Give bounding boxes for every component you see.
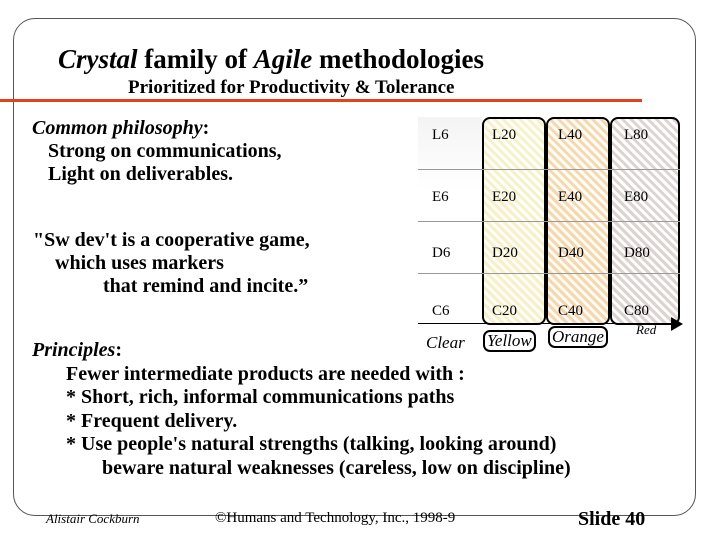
principles-line-4: * Use people's natural strengths (talking, looking around) [66,433,557,455]
quote-block [33,229,310,298]
grid-cell: E20 [492,189,517,205]
tag-yellow: Yellow [483,330,536,352]
grid-cell: C20 [492,303,518,319]
principles-label: Principles [32,339,116,361]
grid-row-line [418,169,680,170]
slide-subtitle: Prioritized for Productivity & Tolerance [128,77,455,98]
title-part3: methodologies [319,44,484,74]
grid-row-line [418,273,680,274]
quote-line-1: "Sw dev't is a cooperative game, [33,229,310,251]
principles-colon: : [115,339,123,361]
philosophy-line-2: Light on deliverables. [48,163,234,185]
grid-cell: L20 [492,127,517,143]
title-part2: family of [144,44,247,74]
footer-author: Alistair Cockburn [46,511,140,526]
grid-cell: D6 [432,245,451,261]
footer-copyright: ©Humans and Technology, Inc., 1998-9 [215,510,456,526]
grid-cell: L40 [558,127,583,143]
title-underline [0,99,642,102]
philosophy-block [32,117,282,186]
tag-orange: Orange [548,326,608,348]
grid-cell: C40 [558,303,584,319]
tag-clear: Clear [426,333,465,352]
principles-line-1: Fewer intermediate products are needed with : [66,362,465,385]
crystal-grid [418,117,680,325]
grid-cell: D20 [492,245,518,261]
slide-number: Slide 40 [578,508,646,530]
grid-cell: D80 [624,245,650,261]
quote-line-3: that remind and incite.” [103,275,309,297]
grid-row-line [418,221,680,222]
grid-cell: C6 [432,303,450,319]
grid-cell: E6 [432,189,449,205]
grid-cell: D40 [558,245,584,261]
arrow-right-icon [671,317,683,331]
title-crystal: Crystal [58,44,138,74]
grid-cell: L6 [432,127,449,143]
principles-block [32,339,571,480]
philosophy-colon: : [202,117,210,139]
philosophy-line-1: Strong on communications, [48,140,282,162]
tag-red: Red [636,322,657,337]
grid-cell: L80 [624,127,649,143]
principles-line-5: beware natural weaknesses (careless, low on discipline) [102,456,571,479]
philosophy-label: Common philosophy [32,117,203,139]
quote-line-2: which uses markers [55,252,224,274]
title-agile: Agile [253,44,313,74]
slide-title [58,44,484,75]
principles-line-3: * Frequent delivery. [66,409,238,432]
grid-cell: E80 [624,189,649,205]
principles-line-2: * Short, rich, informal communications paths [66,386,455,408]
grid-cell: E40 [558,189,583,205]
grid-cell: C80 [624,303,650,319]
